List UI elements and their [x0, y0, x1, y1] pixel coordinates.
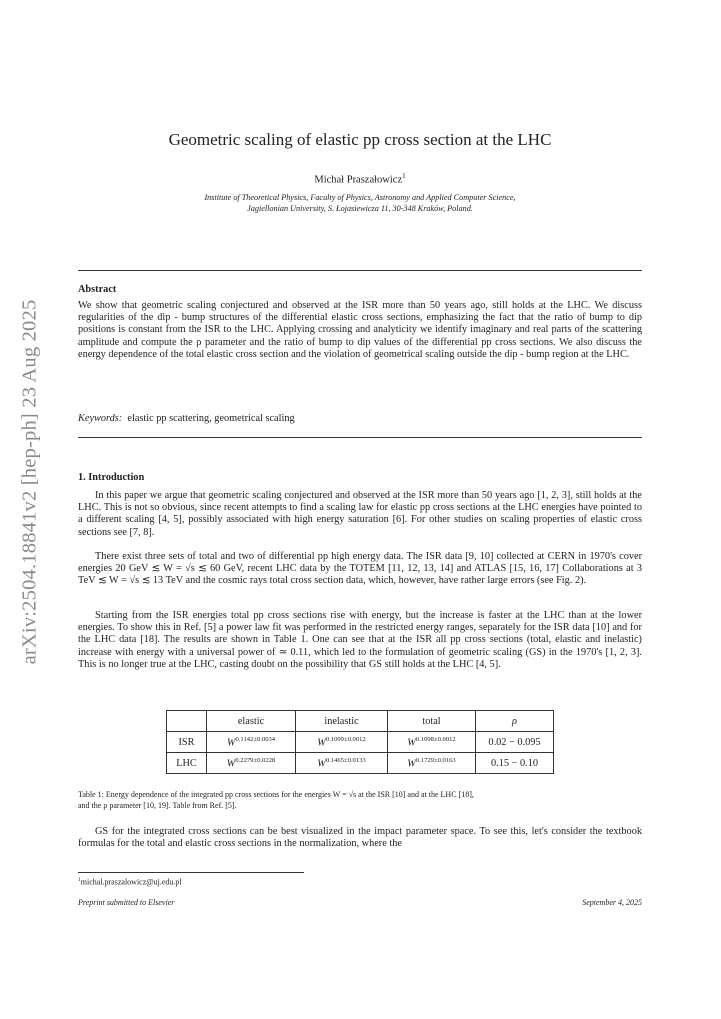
arxiv-sidebar-stamp	[13, 293, 47, 671]
paper-title: Geometric scaling of elastic pp cross section at the LHC	[168, 130, 552, 149]
table-cell: 0.15 − 0.10	[476, 753, 554, 774]
author-name: Michał Praszałowicz	[314, 174, 403, 186]
table-caption	[78, 789, 642, 811]
table-row	[167, 732, 554, 753]
table-cell: $W^{0.1142\pm 0.0034}$	[207, 732, 296, 753]
footnote-email: michal.praszalowicz@uj.edu.pl	[80, 877, 182, 887]
intro-paragraph-2: There exist three sets of total and two of differential pp high energy data. The ISR data [9, 10] collected at CERN in 1970's cover energies 20 GeV ≲ W = √s ≲ 60 GeV, recent LHC data by the TOTEM [11, 12, 13, 14] and ATLAS [15, 16, 17] Collaborations at 3 TeV ≲ W = √s ≲ 13 TeV and the cosmic rays total cross section data, which, however, have rather large errors (see Fig. 2).	[78, 551, 642, 587]
table-row	[167, 753, 554, 774]
table-header-cell: elastic	[207, 711, 296, 732]
table-header-cell	[167, 711, 207, 732]
footnote	[78, 877, 182, 887]
footer-date: September 4, 2025	[582, 898, 642, 907]
section-heading-introduction: 1. Introduction	[78, 472, 145, 483]
abstract-text: We show that geometric scaling conjectured and observed at the ISR more than 50 years ago, still holds at the LHC. We discuss regularities of the dip - bump structures of the differential elastic cross sections, emphasizing the fact that the ratio of bump to dip positions is constant from the ISR to the LHC. Applying crossing and analyticity we identify imaginary and real parts of the scattering amplitude and compute the ρ parameter and the ratio of bump to dip values of the differential pp cross sections. We also discuss the energy dependence of the total elastic cross section and the violation of geometrical scaling outside the dip - bump region at the LHC.	[78, 300, 642, 360]
affiliation-line-1: Institute of Theoretical Physics, Faculty of Physics, Astronomy and Applied Computer Science,	[204, 193, 516, 202]
affiliation-line-2: Jagiellonian University, S. Łojasiewicza 11, 30-348 Kraków, Poland.	[247, 204, 473, 213]
abstract-heading: Abstract	[78, 284, 117, 295]
author-footnote-mark: 1	[402, 172, 406, 180]
arxiv-id: arXiv:2504.18841v2 [hep-ph] 23 Aug 2025	[18, 299, 41, 665]
table-cell: 0.02 − 0.095	[476, 732, 554, 753]
keywords	[78, 413, 295, 424]
footnote-mark: 1	[78, 877, 81, 883]
intro-paragraph-3: Starting from the ISR energies total pp cross sections rise with energy, but the increase is faster at the LHC than at the lower energies. To show this in Ref. [5] a power law fit was performed in the restricted energy ranges, separately for the ISR data [10] and for the LHC data [18]. The results are shown in Table 1. One can see that at the ISR all pp cross sections (total, elastic and inelastic) increase with energy with a universal power of ≃ 0.11, which led to the formulation of geometric scaling (GS) in the 1970's [1, 2, 3]. This is no longer true at the LHC, casting doubt on the possibility that GS still holds at the LHC [4, 5].	[78, 610, 642, 670]
table-cell: $W^{0.1098\pm 0.0012}$	[388, 732, 476, 753]
table-header-cell: ρ	[476, 711, 554, 732]
keywords-list: elastic pp scattering, geometrical scaling	[127, 413, 295, 424]
table-header-cell: total	[388, 711, 476, 732]
footnote-rule	[78, 872, 304, 873]
abstract-bottom-rule	[78, 437, 642, 438]
table-cell: $W^{0.2279\pm 0.0228}$	[207, 753, 296, 774]
table-cell: $W^{0.1465\pm 0.0133}$	[296, 753, 388, 774]
table-cell: $W^{0.1099\pm 0.0012}$	[296, 732, 388, 753]
affiliation	[120, 192, 600, 214]
footer-preprint-note: Preprint submitted to Elsevier	[78, 898, 175, 907]
row-label: LHC	[167, 753, 207, 774]
intro-paragraph-1: In this paper we argue that geometric scaling conjectured and observed at the ISR more than 50 years ago [1, 2, 3], still holds at the LHC. This is not so obvious, since recent attempts to find a scaling law for elastic pp cross sections at the LHC energies have pointed to a different scaling [4, 5], possibly associated with high energy saturation [6]. For other studies on scaling properties of elastic cross sections see [7, 8].	[78, 490, 642, 538]
table-header-row	[167, 711, 554, 732]
abstract-top-rule	[78, 270, 642, 271]
table-cell: $W^{0.1729\pm 0.0163}$	[388, 753, 476, 774]
table-caption-line-1: Table 1: Energy dependence of the integrated pp cross sections for the energies W = √s at the ISR [10] and at the LHC [18],	[78, 790, 474, 799]
keywords-label: Keywords:	[78, 413, 123, 424]
table-caption-line-2: and the ρ parameter [10, 19]. Table from Ref. [5].	[78, 801, 237, 810]
table-1	[166, 710, 554, 774]
table-header-cell: inelastic	[296, 711, 388, 732]
author-line	[78, 172, 642, 186]
intro-paragraph-4: GS for the integrated cross sections can be best visualized in the impact parameter space. To see this, let's consider the textbook formulas for the total and elastic cross sections in the normalization, where the	[78, 826, 642, 850]
row-label: ISR	[167, 732, 207, 753]
